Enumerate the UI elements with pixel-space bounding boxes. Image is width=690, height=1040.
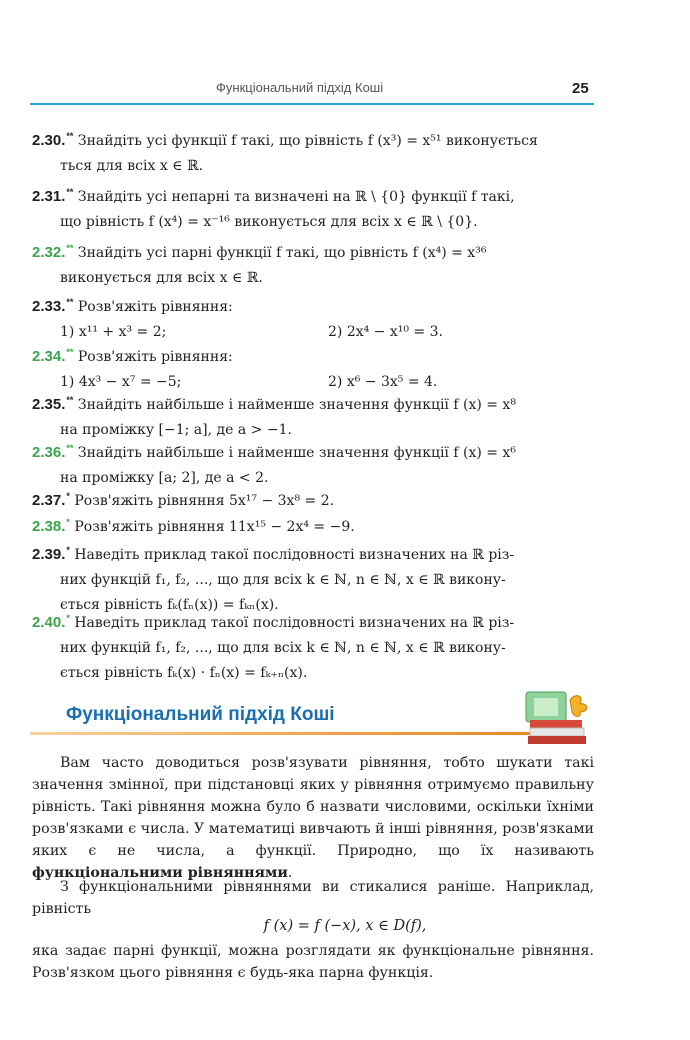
section-underline: [30, 732, 535, 735]
books-icon: [524, 690, 594, 746]
problem-number: 2.35.**: [32, 395, 74, 413]
conclusion-paragraph: яка задає парні функції, можна розглядати як функціональне рівняння. Розв'язком цього рівняння є будь-яка парна функція.: [32, 943, 594, 981]
problem-options: 1) x¹¹ + x³ = 2; 2) 2x⁴ − x¹⁰ = 3.: [60, 324, 443, 340]
formula: f (x) = f (−x), x ∈ D(f),: [263, 918, 427, 934]
problem-text-cont: ться для всіх x ∈ ℝ.: [60, 158, 204, 174]
problem-text-cont: ється рівність fₖ(x) · fₙ(x) = fₖ₊ₙ(x).: [60, 665, 308, 681]
problem-number: 2.31.**: [32, 187, 74, 205]
running-header-title: Функціональний підхід Коші: [216, 80, 384, 95]
section-title: Функціональний підхід Коші: [66, 704, 335, 725]
page-number: 25: [572, 80, 589, 97]
problem-number: 2.34.**: [32, 347, 74, 365]
problem-text-cont: що рівність f (x⁴) = x⁻¹⁶ виконується для всіх x ∈ ℝ \ {0}.: [60, 214, 478, 230]
problem-text-cont: на проміжку [a; 2], де a < 2.: [60, 470, 269, 486]
problem-2-30: [32, 124, 594, 179]
problem-text: Знайдіть усі парні функції f такі, що рівність f (x⁴) = x³⁶: [77, 245, 487, 261]
problem-text: Розв'яжіть рівняння:: [77, 299, 233, 315]
problem-2-34: [32, 340, 594, 395]
problem-text-cont: ється рівність fₖ(fₙ(x)) = fₖₙ(x).: [60, 597, 279, 613]
problem-2-33: [32, 290, 594, 345]
problem-2-40: [32, 606, 594, 686]
problem-number: 2.39.*: [32, 545, 70, 563]
problem-number: 2.30.**: [32, 131, 74, 149]
header-divider: [30, 103, 594, 105]
intro-paragraph: Вам часто доводиться розв'язувати рівняння, тобто шукати такі значення змінної, при підстановці яких у рівняння отримуємо правильну рівність. Такі рівняння можна було б назвати числовими, оскільки їхніми розв'язками є числа. У математиці вивчають й інші рівняння, розв'язками яких є не числа, а функції. Природно, що їх називають функціональними рівняннями.: [32, 755, 595, 881]
problem-text-cont: них функцій f₁, f₂, ..., що для всіх k ∈ ℕ, n ∈ ℕ, x ∈ ℝ викону-: [60, 572, 506, 588]
problem-text: Знайдіть найбільше і найменше значення функції f (x) = x⁶: [77, 445, 516, 461]
problem-text: Знайдіть усі функції f такі, що рівність f (x³) = x⁵¹ виконується: [77, 133, 538, 149]
problem-number: 2.40.*: [32, 613, 70, 631]
problem-text-cont: на проміжку [−1; a], де a > −1.: [60, 422, 292, 438]
problem-2-32: [32, 236, 594, 291]
problem-text: Розв'яжіть рівняння 5x¹⁷ − 3x⁸ = 2.: [74, 493, 335, 509]
problem-text: Розв'яжіть рівняння 11x¹⁵ − 2x⁴ = −9.: [74, 519, 355, 535]
example-paragraph: З функціональними рівняннями ви стикалися раніше. Наприклад, рівність: [32, 879, 594, 917]
problem-number: 2.36.**: [32, 443, 74, 461]
problem-2-31: [32, 180, 594, 235]
problem-number: 2.33.**: [32, 297, 74, 315]
problem-text: Знайдіть усі непарні та визначені на ℝ \ {0} функції f такі,: [77, 189, 515, 205]
problem-text: Розв'яжіть рівняння:: [77, 349, 233, 365]
bold-term: функціональними рівняннями: [32, 865, 288, 881]
problem-2-36: [32, 436, 594, 491]
problem-text: Наведіть приклад такої послідовності визначених на ℝ різ-: [74, 615, 515, 631]
problem-text: Знайдіть найбільше і найменше значення функції f (x) = x⁸: [77, 397, 516, 413]
problem-2-38: [32, 510, 594, 540]
problem-text-cont: виконується для всіх x ∈ ℝ.: [60, 270, 263, 286]
problem-text: Наведіть приклад такої послідовності визначених на ℝ різ-: [74, 547, 515, 563]
problem-number: 2.37.*: [32, 491, 70, 509]
problem-2-35: [32, 388, 594, 443]
problem-options: 1) 4x³ − x⁷ = −5; 2) x⁶ − 3x⁵ = 4.: [60, 374, 438, 390]
problem-text-cont: них функцій f₁, f₂, ..., що для всіх k ∈ ℕ, n ∈ ℕ, x ∈ ℝ викону-: [60, 640, 506, 656]
problem-number: 2.32.**: [32, 243, 74, 261]
problem-number: 2.38.*: [32, 517, 70, 535]
